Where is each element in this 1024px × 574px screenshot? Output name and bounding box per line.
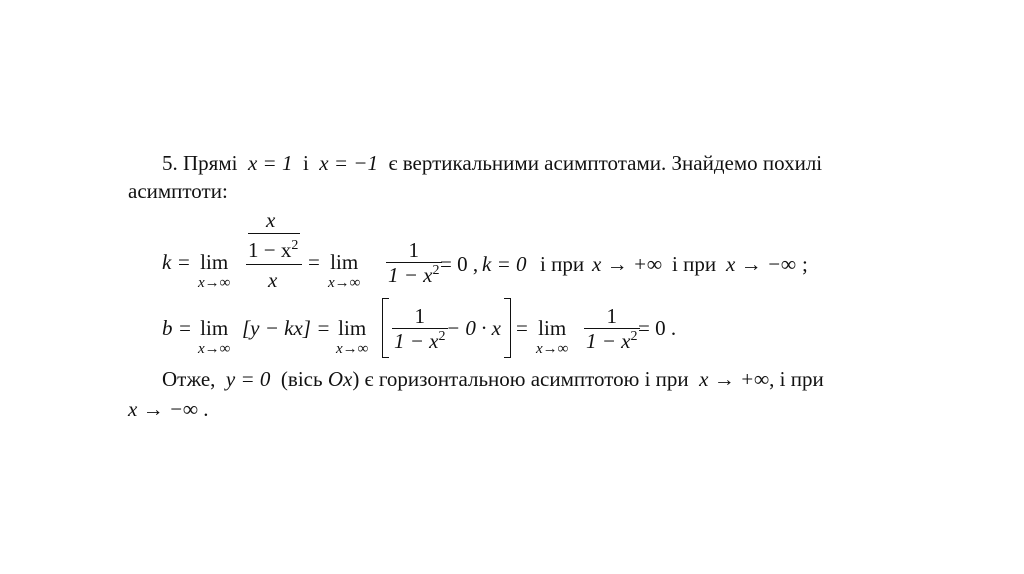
k-equals-zero: k = 0 (482, 252, 527, 276)
limit-subscript: x→∞ (198, 341, 231, 357)
inner-denominator: 1 − x (248, 238, 292, 262)
fraction-1-over-1-minus-x2 (386, 238, 442, 291)
inner-exponent: 2 (291, 238, 299, 253)
limit-subscript: x→∞ (336, 341, 369, 357)
formula-k-lhs: k = (162, 250, 191, 274)
fraction-numerator: 1 (606, 304, 617, 328)
text-therefore: Отже, (162, 367, 216, 391)
limit-label: lim (200, 316, 229, 340)
formula-b-limit-3 (536, 316, 568, 358)
fraction-exponent: 2 (432, 263, 440, 278)
equals-sign: = (308, 250, 320, 274)
condition-minus-infinity: x → −∞ (726, 252, 796, 276)
text-and-when: і при (540, 252, 585, 276)
formula-b-lhs: b = (162, 316, 192, 340)
main-fraction-bar (246, 264, 302, 265)
limit-label: lim (200, 250, 229, 274)
formula-b-limit-2 (336, 316, 368, 358)
fraction-denominator: 1 − x (388, 263, 433, 287)
outer-denominator: x (268, 268, 278, 292)
formula-b-result: = 0 . (638, 316, 677, 340)
paragraph-line-1 (162, 150, 822, 176)
expression-minus-zero-x: − 0 · x (446, 316, 501, 340)
limit-label: lim (538, 316, 567, 340)
period: . (203, 397, 209, 421)
text-and-when: , і при (769, 367, 824, 391)
paragraph-line-2 (128, 178, 228, 204)
text-vertical-asymptotes: є вертикальними асимптотами. Знайдемо похилі (388, 151, 823, 175)
right-bracket (504, 298, 511, 358)
limit-subscript: x→∞ (536, 341, 569, 357)
paragraph-2-line-1 (162, 366, 824, 392)
text-and-when-2: і при (672, 252, 717, 276)
text-conjunction: і (302, 151, 309, 175)
fraction-exponent: 2 (630, 329, 638, 344)
formula-k-limit-2 (328, 250, 360, 292)
formula-k-limit (198, 250, 230, 292)
limit-label: lim (330, 250, 359, 274)
paragraph-2-line-2 (128, 396, 208, 422)
fraction-exponent: 2 (438, 329, 446, 344)
condition-plus-infinity: x → +∞ (699, 367, 770, 391)
text-horizontal-asymptote: ) є горизонтальною асимптотою і при (352, 367, 689, 391)
equation-y-equals-0: y = 0 (225, 367, 271, 391)
equation-x-equals-1: x = 1 (247, 151, 293, 175)
text-item-number: 5. Прямі (162, 151, 238, 175)
semicolon: ; (802, 252, 808, 276)
fraction-numerator: 1 (408, 238, 419, 262)
limit-subscript: x→∞ (198, 275, 231, 291)
fraction-denominator: 1 − x (394, 329, 439, 353)
fraction-denominator: 1 − x (586, 329, 631, 353)
bracket-fraction (392, 304, 448, 357)
limit-label: lim (338, 316, 367, 340)
expression-y-minus-kx: [y − kx] = (242, 316, 331, 340)
equation-x-equals-minus-1: x = −1 (319, 151, 378, 175)
left-bracket (382, 298, 389, 358)
axis-ox: Ox (327, 367, 353, 391)
inner-fraction-bar (248, 233, 300, 234)
condition-plus-infinity: x → +∞ (592, 252, 662, 276)
formula-k-result: = 0 , (440, 252, 479, 276)
condition-minus-infinity: x → −∞ (128, 397, 198, 421)
text-asymptotes: асимптоти: (128, 179, 228, 203)
fraction-1-over-1-minus-x2-b (584, 304, 640, 357)
limit-subscript: x→∞ (328, 275, 361, 291)
inner-numerator: x (266, 208, 276, 232)
equals-sign: = (516, 316, 528, 340)
formula-b-limit (198, 316, 230, 358)
fraction-numerator: 1 (414, 304, 425, 328)
text-axis-open: (вісь (280, 367, 323, 391)
